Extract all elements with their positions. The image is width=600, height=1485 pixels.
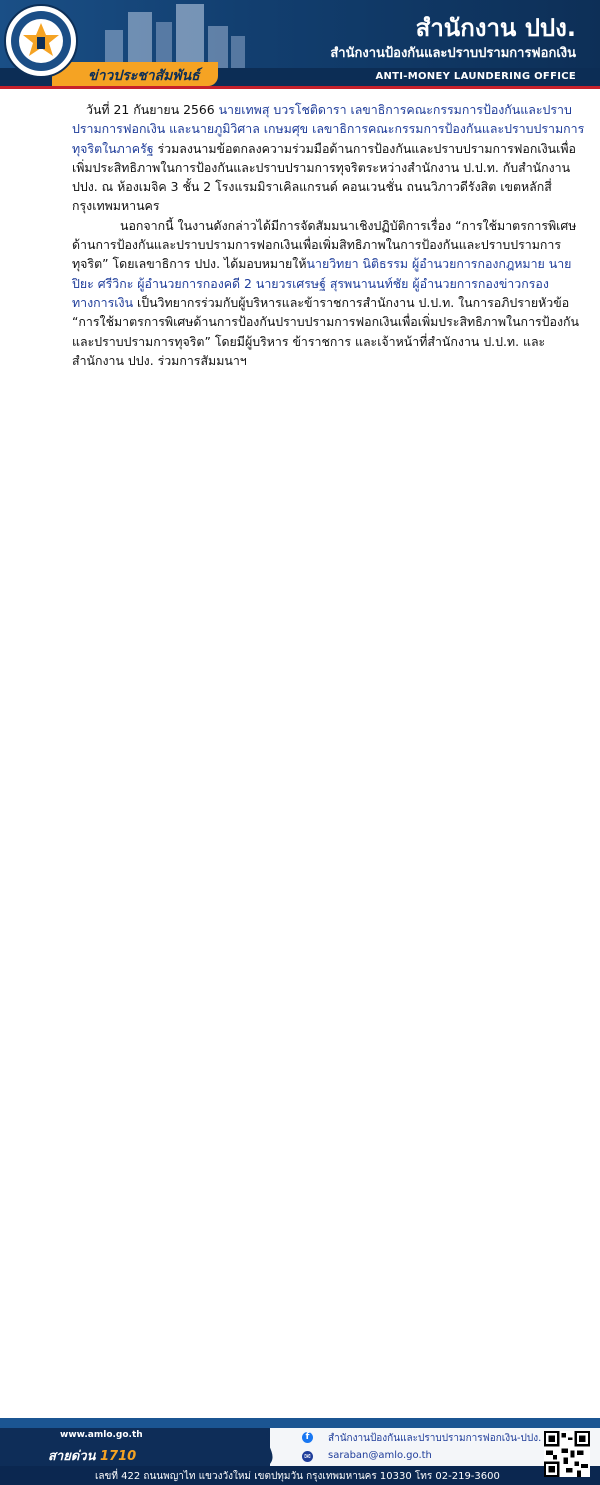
- p2-text-1: นอกจากนี้ ในงานดังกล่าวได้มีการจัดสัมมนาเชิงปฏิบัติการเรื่อง “การใช้มาตรการพิเศษด้านการป้องกันและปราบปรามการฟอกเงินเพื่อเพิ่มสิทธิภาพในการป้องกันและปราบปรามการทุจริต” โดยเลขาธิการ ปปง. ได้มอบหมายให้: [72, 217, 577, 272]
- website-link[interactable]: www.amlo.go.th: [60, 1430, 143, 1440]
- footer-top-band: [0, 1418, 600, 1428]
- hotline: [48, 1445, 136, 1466]
- p2-text-2: เป็นวิทยากรร่วมกับผู้บริหารและข้าราชการสำนักงาน ป.ป.ท. ในการอภิปรายหัวข้อ “การใช้มาตรการพิเศษด้านการป้องกันปราบปรามการฟอกเงินเพื่อเพิ่มประสิทธิภาพในการป้องกันและปราบปรามการทุจริต” โดยมีผู้บริหาร ข้าราชการ และเจ้าหน้าที่สำนักงาน ป.ป.ท. และสำนักงาน ปปง. ร่วมการสัมมนาฯ: [72, 294, 580, 368]
- email-icon: ✉: [302, 1451, 313, 1462]
- p1-names: นายเทพสุ บวรโชติดารา เลขาธิการคณะกรรมการป้องกันและปราบปรามการฟอกเงิน และนายภูมิวิศาล เกษมศุข เลขาธิการคณะกรรมการป้องกันและปราบปรามการทุจริตในภาครัฐ: [72, 102, 585, 156]
- p1-text-2: ร่วมลงนามข้อตกลงความร่วมมือด้านการป้องกันและปราบปรามการฟอกเงินเพื่อเพิ่มประสิทธิภาพในการป้องกันและปราบปรามการทุจริตระหว่างสำนักงาน ป.ป.ท. กับสำนักงาน ปปง. ณ ห้องเมจิค 3 ชั้น 2 โรงแรมมิราเคิลแกรนด์ คอนเวนชั่น ถนนวิภาวดีรังสิต เขตหลักสี่ กรุงเทพมหานคร: [72, 140, 576, 214]
- section-label: ข่าวประชาสัมพันธ์: [88, 68, 200, 84]
- city-skyline-image: [100, 0, 250, 68]
- p1-text-1: วันที่ 21 กันยายน 2566: [86, 102, 219, 117]
- office-name: สำนักงาน ปปง.: [415, 14, 576, 42]
- p2-names: นายวิทยา นิติธรรม ผู้อำนวยการกองกฎหมาย นายปิยะ ศรีวิกะ ผู้อำนวยการกองคดี 2 นายวรเศรษฐ์ สุรพนานนท์ชัย ผู้อำนวยการกองข่าวกรองทางการเงิน: [72, 256, 572, 310]
- amlo-logo-icon: [3, 3, 79, 79]
- office-full-name: สำนักงานป้องกันและปราบปรามการฟอกเงิน: [330, 46, 576, 61]
- press-release-body: [72, 100, 590, 370]
- header-banner: [0, 0, 600, 90]
- facebook-link[interactable]: สำนักงานป้องกันและปราบปรามการฟอกเงิน-ปปง.: [328, 1433, 542, 1444]
- qr-code-icon: [544, 1431, 590, 1477]
- footer: [0, 709, 600, 1482]
- paragraph-1: [72, 100, 590, 216]
- hotline-number[interactable]: 1710: [100, 1449, 137, 1464]
- office-english-name: ANTI-MONEY LAUNDERING OFFICE: [375, 71, 576, 82]
- facebook-icon: f: [302, 1432, 313, 1443]
- footer-wave-shape: [238, 1428, 298, 1466]
- office-address: เลขที่ 422 ถนนพญาไท แขวงวังใหม่ เขตปทุมวัน กรุงเทพมหานคร 10330 โทร 02-219-3600: [95, 1471, 500, 1482]
- email-link[interactable]: saraban@amlo.go.th: [328, 1450, 432, 1461]
- hotline-label: สายด่วน: [48, 1449, 96, 1464]
- paragraph-2: [72, 216, 590, 370]
